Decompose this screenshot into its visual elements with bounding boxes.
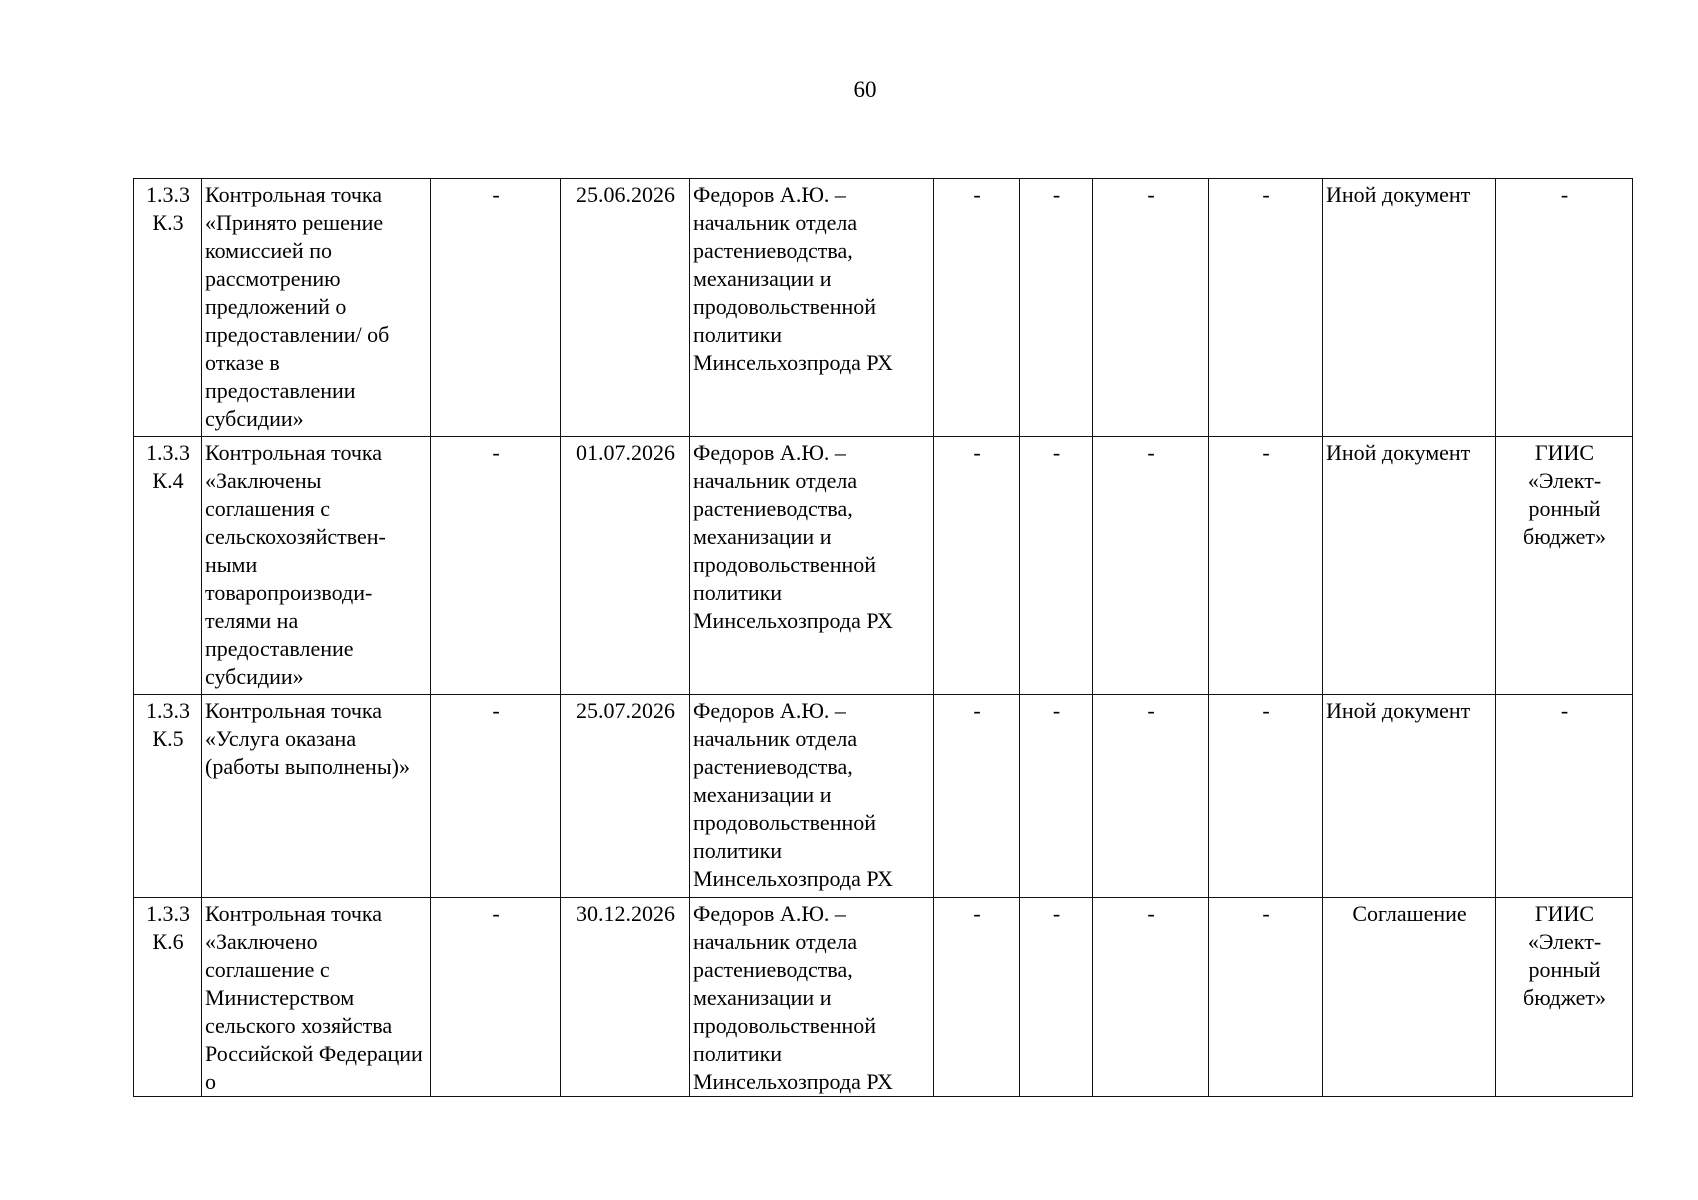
cell-col-8: - bbox=[1093, 898, 1209, 1097]
cell-col-6: - bbox=[934, 179, 1020, 437]
cell-col-7: - bbox=[1020, 437, 1093, 695]
document-type: Иной документ bbox=[1323, 695, 1496, 898]
row-number: 1.3.3 К.3 bbox=[134, 179, 202, 437]
information-system: ГИИС «Элект-ронный бюджет» bbox=[1496, 437, 1633, 695]
information-system: - bbox=[1496, 179, 1633, 437]
cell-col-7: - bbox=[1020, 695, 1093, 898]
control-point-name: Контрольная точка «Услуга оказана (работы выполнены)» bbox=[202, 695, 431, 898]
cell-col-9: - bbox=[1209, 179, 1323, 437]
table-row bbox=[134, 695, 1633, 898]
cell-col-9: - bbox=[1209, 437, 1323, 695]
control-point-name: Контрольная точка «Заключено соглашение с Министерством сельского хозяйства Российской Федерации о bbox=[202, 898, 431, 1097]
start-date: - bbox=[431, 898, 561, 1097]
start-date: - bbox=[431, 179, 561, 437]
end-date: 25.07.2026 bbox=[561, 695, 690, 898]
page-number: 60 bbox=[853, 77, 877, 102]
cell-col-7: - bbox=[1020, 179, 1093, 437]
end-date: 01.07.2026 bbox=[561, 437, 690, 695]
table-row bbox=[134, 898, 1633, 1097]
table-row bbox=[134, 437, 1633, 695]
table-row bbox=[134, 179, 1633, 437]
responsible-person: Федоров А.Ю. – начальник отдела растениеводства, механизации и продовольственной политики Минсельхозпрода РХ bbox=[690, 898, 934, 1097]
row-number: 1.3.3 К.6 bbox=[134, 898, 202, 1097]
cell-col-8: - bbox=[1093, 437, 1209, 695]
start-date: - bbox=[431, 695, 561, 898]
control-point-name: Контрольная точка «Принято решение комиссией по рассмотрению предложений о предоставлении/ об отказе в предоставлении субсидии» bbox=[202, 179, 431, 437]
document-type: Иной документ bbox=[1323, 179, 1496, 437]
start-date: - bbox=[431, 437, 561, 695]
end-date: 30.12.2026 bbox=[561, 898, 690, 1097]
row-number: 1.3.3 К.4 bbox=[134, 437, 202, 695]
cell-col-8: - bbox=[1093, 179, 1209, 437]
control-point-name: Контрольная точка «Заключены соглашения с сельскохозяйствен-ными товаропроизводи-телями на предоставление субсидии» bbox=[202, 437, 431, 695]
responsible-person: Федоров А.Ю. – начальник отдела растениеводства, механизации и продовольственной политики Минсельхозпрода РХ bbox=[690, 179, 934, 437]
information-system: ГИИС «Элект-ронный бюджет» bbox=[1496, 898, 1633, 1097]
document-type: Соглашение bbox=[1323, 898, 1496, 1097]
cell-col-9: - bbox=[1209, 695, 1323, 898]
information-system: - bbox=[1496, 695, 1633, 898]
cell-col-6: - bbox=[934, 695, 1020, 898]
cell-col-6: - bbox=[934, 898, 1020, 1097]
cell-col-8: - bbox=[1093, 695, 1209, 898]
responsible-person: Федоров А.Ю. – начальник отдела растениеводства, механизации и продовольственной политики Минсельхозпрода РХ bbox=[690, 695, 934, 898]
document-type: Иной документ bbox=[1323, 437, 1496, 695]
end-date: 25.06.2026 bbox=[561, 179, 690, 437]
responsible-person: Федоров А.Ю. – начальник отдела растениеводства, механизации и продовольственной политики Минсельхозпрода РХ bbox=[690, 437, 934, 695]
cell-col-7: - bbox=[1020, 898, 1093, 1097]
row-number: 1.3.3 К.5 bbox=[134, 695, 202, 898]
cell-col-6: - bbox=[934, 437, 1020, 695]
control-points-table bbox=[133, 178, 1633, 1097]
cell-col-9: - bbox=[1209, 898, 1323, 1097]
